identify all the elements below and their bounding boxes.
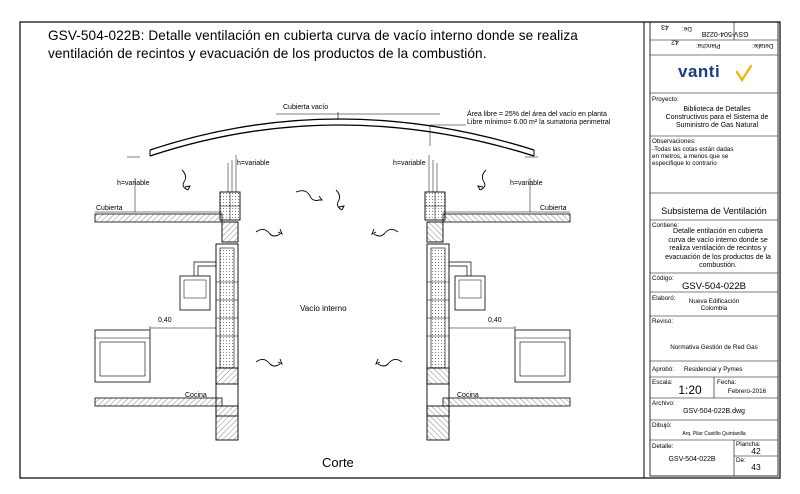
- vanti-logo: vanti: [678, 62, 721, 81]
- h-variable-label-1: h=variable: [117, 180, 150, 187]
- left-structure: [95, 155, 240, 440]
- tb-plancha-value: 42: [751, 446, 761, 456]
- tb-detalle-label: Detalle:: [652, 443, 674, 450]
- tb-de-label: De:: [736, 457, 746, 464]
- tb-fecha-value: Febrero-2016: [727, 388, 767, 395]
- airflow-arrow: [256, 229, 280, 236]
- tb-proyecto-label: Proyecto:: [652, 96, 679, 103]
- dim-label-left: 0,40: [158, 317, 172, 324]
- kitchen-label-left: Cocina: [185, 392, 207, 399]
- tb-contiene-value: Detalle entilación en cubierta curva de vacío interno donde se realiza ventilación de recintos y evacuación de los productos de la combustión.: [665, 228, 771, 270]
- tb-elaboro-value: Nueva Edificación Colombia: [688, 298, 740, 313]
- dim-label-right: 0,40: [488, 317, 502, 324]
- tb-reviso-value: Normativa Gestión de Red Gas: [670, 344, 758, 351]
- tb-subsistema: Subsistema de Ventilación: [661, 206, 767, 216]
- tb-escala-value: 1:20: [678, 383, 702, 397]
- tb-top-plancha-value-rotated: 42: [671, 38, 679, 45]
- tb-top-de-rotated: De:: [682, 25, 692, 33]
- kitchen-label-right: Cocina: [457, 392, 479, 399]
- void-label: Vacío interno: [300, 304, 347, 313]
- tb-dibujo-label: Dibujó:: [652, 422, 672, 429]
- tb-contiene-label: Contiene:: [652, 222, 679, 229]
- tb-elaboro-label: Elaboró:: [652, 295, 676, 302]
- airflow-arrow: [256, 359, 280, 366]
- sheet-title: GSV-504-022B: Detalle ventilación en cubierta curva de vacío interno donde se realiza ventilación de recintos y evacuación de los productos de la combustión.: [48, 28, 578, 61]
- airflow-arrow: [374, 229, 398, 236]
- tb-detalle-value: GSV-504-022B: [668, 456, 716, 463]
- h-variable-label-2: h=variable: [237, 160, 270, 167]
- free-area-note-line2: Libre mínimo= 6.00 m² la sumatoria perimetral: [467, 119, 611, 126]
- tb-reviso-label: Revisó:: [652, 318, 673, 325]
- roof-label-right: Cubierta: [540, 205, 567, 212]
- tb-escala-label: Escala:: [652, 379, 673, 386]
- right-structure: [425, 155, 570, 440]
- tb-top-plancha-rotated: Plancha:: [696, 42, 721, 50]
- tb-top-de-value-rotated: 43: [661, 23, 669, 30]
- free-area-note-line1: Área libre = 25% del área del vacío en planta: [467, 111, 607, 118]
- tb-proyecto-value: Biblioteca de Detalles Constructivos para el Sistema de Suministro de Gas Natural: [665, 106, 769, 129]
- tb-codigo-label: Código:: [652, 275, 674, 282]
- tb-aprobo-value: Residencial y Pymes: [684, 366, 743, 373]
- tb-plancha-label: Plancha:: [736, 441, 761, 448]
- tb-de-value: 43: [751, 462, 761, 472]
- tb-codigo-value: GSV-504-022B: [682, 281, 746, 292]
- h-variable-label-4: h=variable: [510, 180, 543, 187]
- curved-roof-label: Cubierta vacío: [283, 104, 329, 111]
- tb-top-code-rotated: GSV-504-022B: [701, 30, 749, 37]
- roof-label-left: Cubierta: [96, 205, 123, 212]
- tb-archivo-value: GSV-504-022B.dwg: [683, 408, 745, 415]
- airflow-arrow: [378, 359, 402, 366]
- tb-aprobo-label: Aprobó:: [652, 366, 675, 373]
- airflow-arrow: [296, 191, 320, 201]
- tb-archivo-label: Archivo:: [652, 400, 675, 407]
- tb-observaciones-value: -Todas las cotas están dadas en metros, a menos que se especifique lo contrario: [652, 146, 734, 168]
- vanti-logo-mark: [737, 66, 751, 80]
- tb-fecha-label: Fecha:: [717, 379, 737, 386]
- tb-top-detalle-rotated: Detalle:: [752, 42, 774, 50]
- tb-observaciones-label: Observaciones:: [652, 138, 696, 145]
- section-label: Corte: [322, 455, 354, 470]
- tb-dibujo-value: Arq. Pilar Castillo Quintanilla: [682, 431, 746, 437]
- h-variable-label-3: h=variable: [393, 160, 426, 167]
